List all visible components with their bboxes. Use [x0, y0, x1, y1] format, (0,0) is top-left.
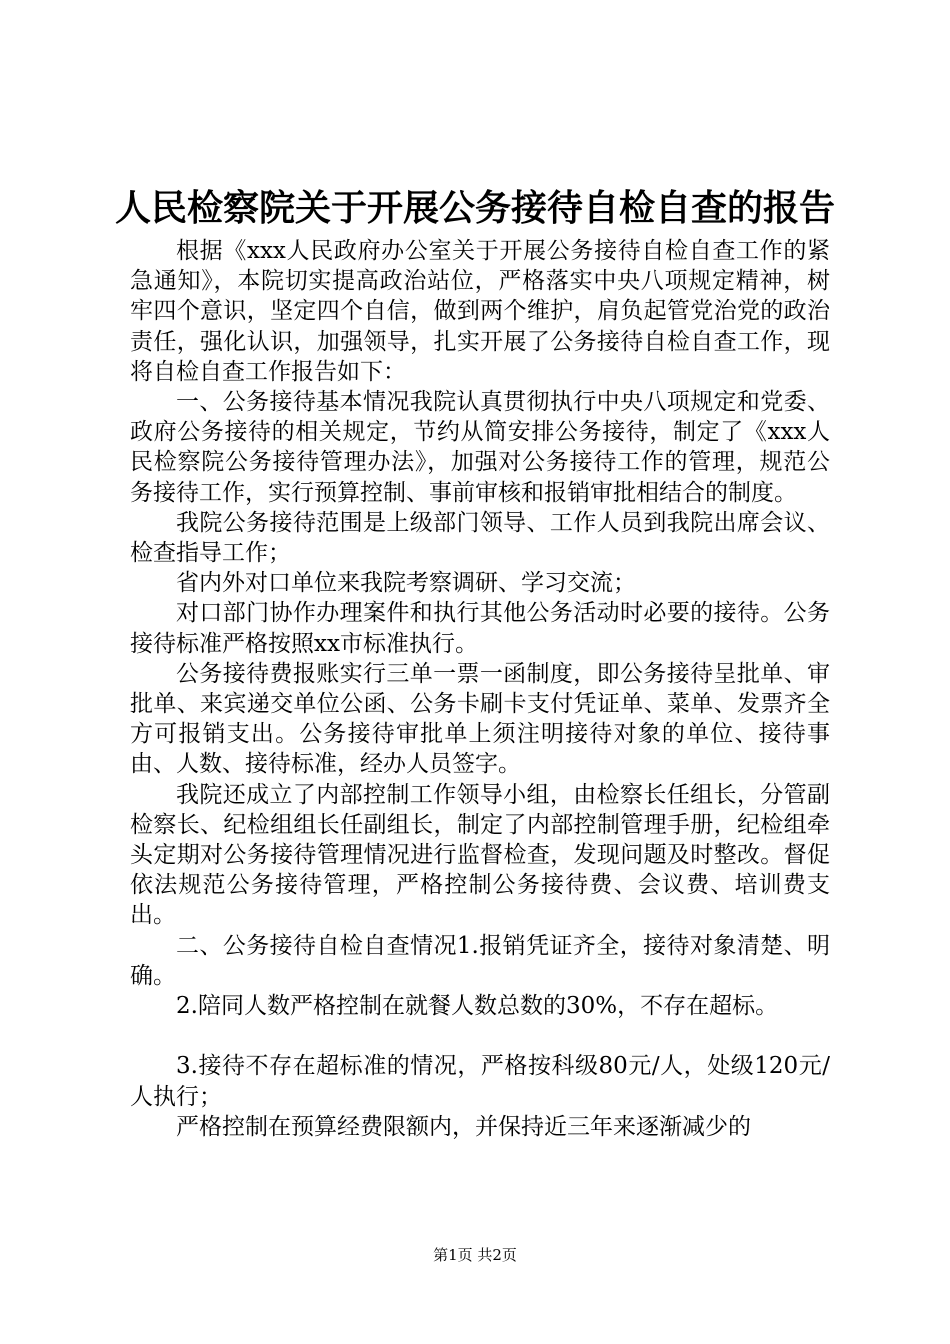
paragraph-internal-control: 我院还成立了内部控制工作领导小组，由检察长任组长，分管副检察长、纪检组组长任副组长，制定了内部控制管理手册，纪检组牵头定期对公务接待管理情况进行监督检查，发现问题及时整改。督促依法规范公务接待管理，严格控制公务接待费、会议费、培训费支出。	[130, 781, 830, 929]
document-body	[130, 236, 830, 1142]
paragraph-section-one: 一、公务接待基本情况我院认真贯彻执行中央八项规定和党委、政府公务接待的相关规定，节约从简安排公务接待，制定了《xxx人民检察院公务接待管理办法》，加强对公务接待工作的管理，规范公务接待工作，实行预算控制、事前审核和报销审批相结合的制度。	[130, 389, 830, 506]
paragraph-reimbursement: 公务接待费报账实行三单一票一函制度，即公务接待呈批单、审批单、来宾递交单位公函、公务卡刷卡支付凭证单、菜单、发票齐全方可报销支出。公务接待审批单上须注明接待对象的单位、接待事由、人数、接待标准，经办人员签字。	[130, 660, 830, 778]
paragraph-item-two: 2.陪同人数严格控制在就餐人数总数的30%，不存在超标。	[176, 993, 779, 1020]
paragraph-cooperation: 对口部门协作办理案件和执行其他公务活动时必要的接待。公务接待标准严格按照xx市标准执行。	[130, 600, 830, 657]
paragraph-scope: 我院公务接待范围是上级部门领导、工作人员到我院出席会议、检查指导工作；	[130, 509, 830, 567]
paragraph-item-three: 3.接待不存在超标准的情况，严格按科级80元/人，处级120元/人执行；	[130, 1053, 830, 1110]
paragraph-section-two: 二、公务接待自检自查情况1.报销凭证齐全，接待对象清楚、明确。	[130, 932, 830, 989]
paragraph-intro: 根据《xxx人民政府办公室关于开展公务接待自检自查工作的紧急通知》，本院切实提高政治站位，严格落实中央八项规定精神，树牢四个意识，坚定四个自信，做到两个维护，肩负起管党治党的政治责任，强化认识，加强领导，扎实开展了公务接待自检自查工作，现将自检自查工作报告如下：	[130, 238, 830, 385]
page-footer: 第1页 共2页	[433, 1246, 517, 1264]
paragraph-budget: 严格控制在预算经费限额内，并保持近三年来逐渐减少的	[176, 1113, 751, 1140]
document-title: 人民检察院关于开展公务接待自检自查的报告	[114, 187, 835, 229]
paragraph-counterpart: 省内外对口单位来我院考察调研、学习交流；	[176, 570, 636, 597]
blank-line	[130, 1021, 830, 1051]
